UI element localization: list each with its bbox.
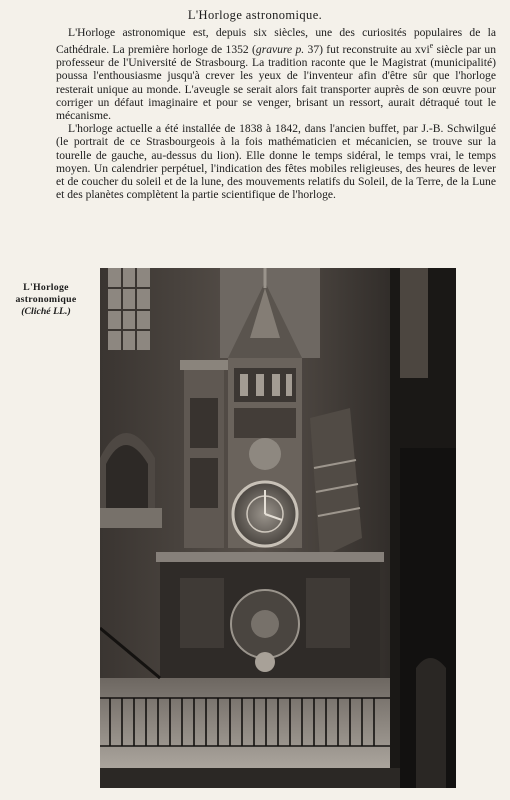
body-text — [56, 26, 496, 202]
page-heading: L'Horloge astronomique. — [187, 8, 323, 22]
paragraph-1 — [56, 26, 496, 122]
caption-line-1: L'Horloge — [23, 282, 69, 293]
caption-line-2: astronomique — [15, 294, 77, 305]
p1-engraving-ref: gravure p. — [255, 43, 305, 57]
p1-century: xvi — [414, 43, 430, 57]
p1-century-sup: e — [429, 41, 434, 51]
photo-caption — [6, 282, 86, 318]
paragraph-2: L'horloge actuelle a été installée de 1838 à 1842, dans l'ancien buffet, par J.-B. Schwilgué (le portrait de ce Strasbourgeois à la fois mathématicien et mécanicien, se trouve sur la tourelle de gauche, au-dessus du lion). Elle donne le temps sidéral, le temps vrai, le temps moyen. Un calendrier perpétuel, l'indication des fêtes mobiles religieuses, des heures de lever et de coucher du soleil et de la lune, des mouvements relatifs du Soleil, de la Terre, de la Lune et des planètes complètent la partie scientifique de l'horloge. — [56, 122, 496, 202]
p1-part-1: L'Horloge astronomique est, depuis six siècles, une des curiosités populaires de la Cathédrale. La première horloge de 1352 ( — [56, 26, 496, 57]
caption-credit: (Cliché LL.) — [21, 306, 71, 317]
p1-part-3: siècle par un professeur de l'Université de Strasbourg. La tradition raconte que le Magistrat (municipalité) poussa l'enthousiasme jusqu'à crever les yeux de l'inventeur afin d'être sûr que l'horloge resterait unique au monde. L'aveugle se serait alors fait transporter auprès de son œuvre pour corriger un défaut imaginaire et pour se venger, brisant un ressort, aurait détraqué tout le mécanisme. — [56, 43, 496, 123]
p1-part-2: 37) fut reconstruite au — [304, 43, 415, 57]
clock-illustration — [100, 268, 456, 788]
astronomical-clock-photo — [100, 268, 456, 788]
